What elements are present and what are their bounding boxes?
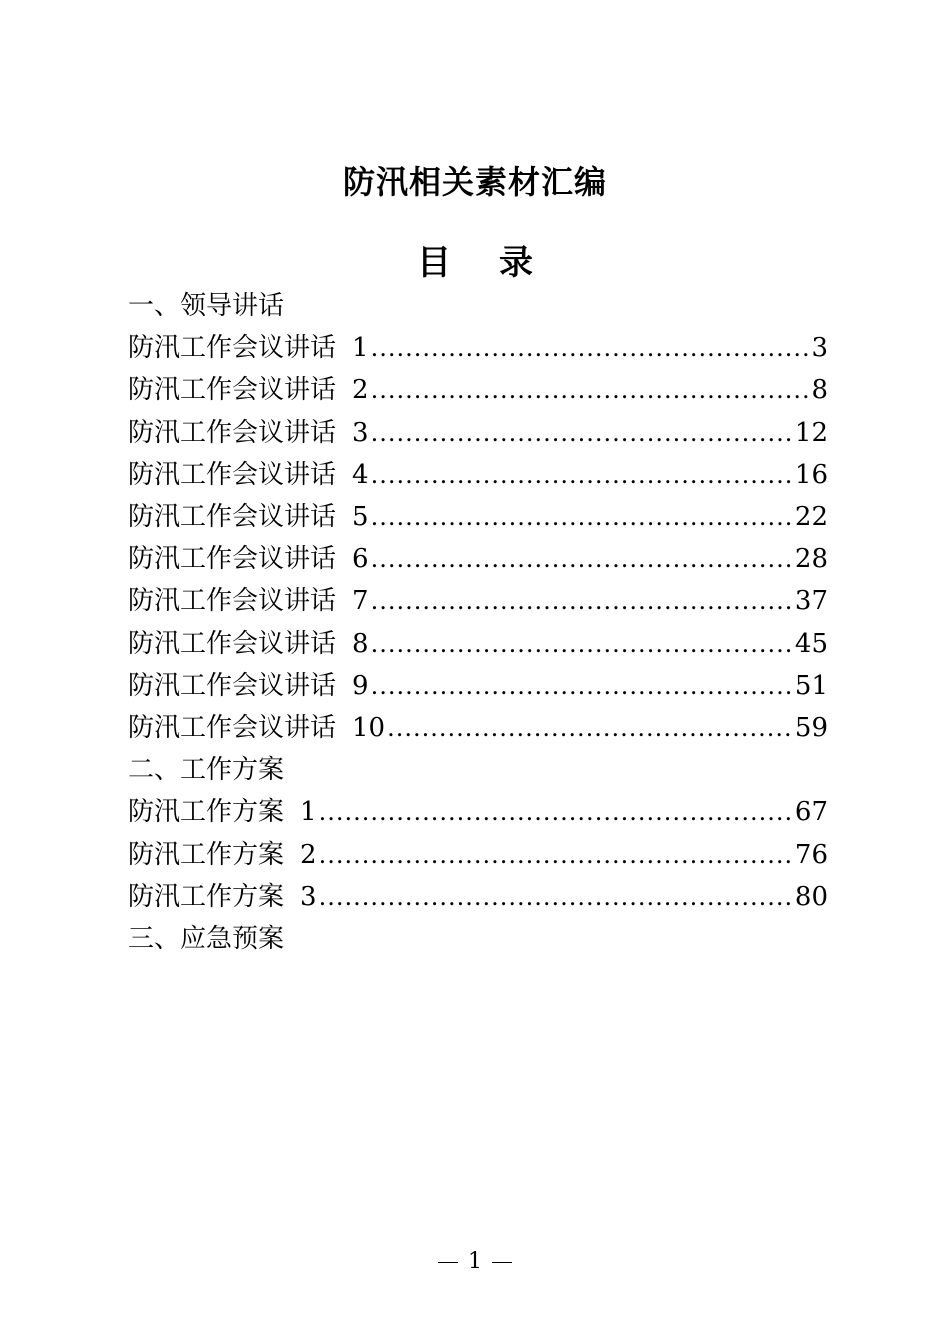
toc-page-number: 59 bbox=[794, 712, 828, 743]
toc-heading-right: 录 bbox=[499, 243, 533, 283]
toc-entry[interactable]: 防汛工作方案 1 ..... 67 bbox=[128, 791, 828, 833]
toc-page-number: 16 bbox=[794, 459, 828, 490]
toc-page-number: 80 bbox=[794, 881, 828, 912]
toc-section-heading: 三、应急预案 bbox=[128, 923, 285, 954]
toc-page-number: 22 bbox=[794, 502, 828, 533]
toc-section-heading: 一、领导讲话 bbox=[128, 291, 285, 322]
toc-page-number: 3 bbox=[811, 333, 828, 364]
toc-entry[interactable]: 防汛工作方案 3 ..... 80 bbox=[128, 876, 828, 918]
toc-page-number: 45 bbox=[794, 628, 828, 659]
toc-entry[interactable]: 防汛工作会议讲话 7 ..... 37 bbox=[128, 580, 828, 622]
toc-entry[interactable]: 防汛工作会议讲话 1 ..... 3 bbox=[128, 327, 828, 369]
table-of-contents bbox=[128, 285, 828, 960]
toc-heading-left: 目 bbox=[417, 243, 451, 283]
toc-entry[interactable]: 防汛工作会议讲话 8 ..... 45 bbox=[128, 623, 828, 665]
toc-entry[interactable]: 防汛工作会议讲话 6 ..... 28 bbox=[128, 538, 828, 580]
page-footer bbox=[0, 1248, 950, 1276]
document-title: 防汛相关素材汇编 bbox=[342, 163, 607, 201]
toc-page-number: 28 bbox=[794, 544, 828, 575]
footer-dash bbox=[492, 1262, 512, 1263]
toc-entry[interactable]: 防汛工作会议讲话 2 ..... 8 bbox=[128, 369, 828, 411]
toc-page-number: 67 bbox=[794, 797, 828, 828]
toc-entry[interactable]: 防汛工作方案 2 ..... 76 bbox=[128, 833, 828, 875]
toc-page-number: 8 bbox=[811, 375, 828, 406]
toc-entry[interactable]: 防汛工作会议讲话 3 ..... 12 bbox=[128, 412, 828, 454]
footer-dash bbox=[438, 1262, 458, 1263]
toc-page-number: 76 bbox=[794, 839, 828, 870]
toc-page-number: 37 bbox=[794, 586, 828, 617]
toc-heading bbox=[0, 240, 950, 286]
toc-page-number: 51 bbox=[794, 670, 828, 701]
toc-page-number: 12 bbox=[794, 417, 828, 448]
page-number: 1 bbox=[468, 1249, 482, 1274]
toc-section-heading: 二、工作方案 bbox=[128, 755, 285, 786]
toc-entry[interactable]: 防汛工作会议讲话 9 ..... 51 bbox=[128, 665, 828, 707]
toc-entry[interactable]: 防汛工作会议讲话 5 ..... 22 bbox=[128, 496, 828, 538]
toc-entry[interactable]: 防汛工作会议讲话 4 ..... 16 bbox=[128, 454, 828, 496]
toc-entry[interactable]: 防汛工作会议讲话 10 ..... 59 bbox=[128, 707, 828, 749]
